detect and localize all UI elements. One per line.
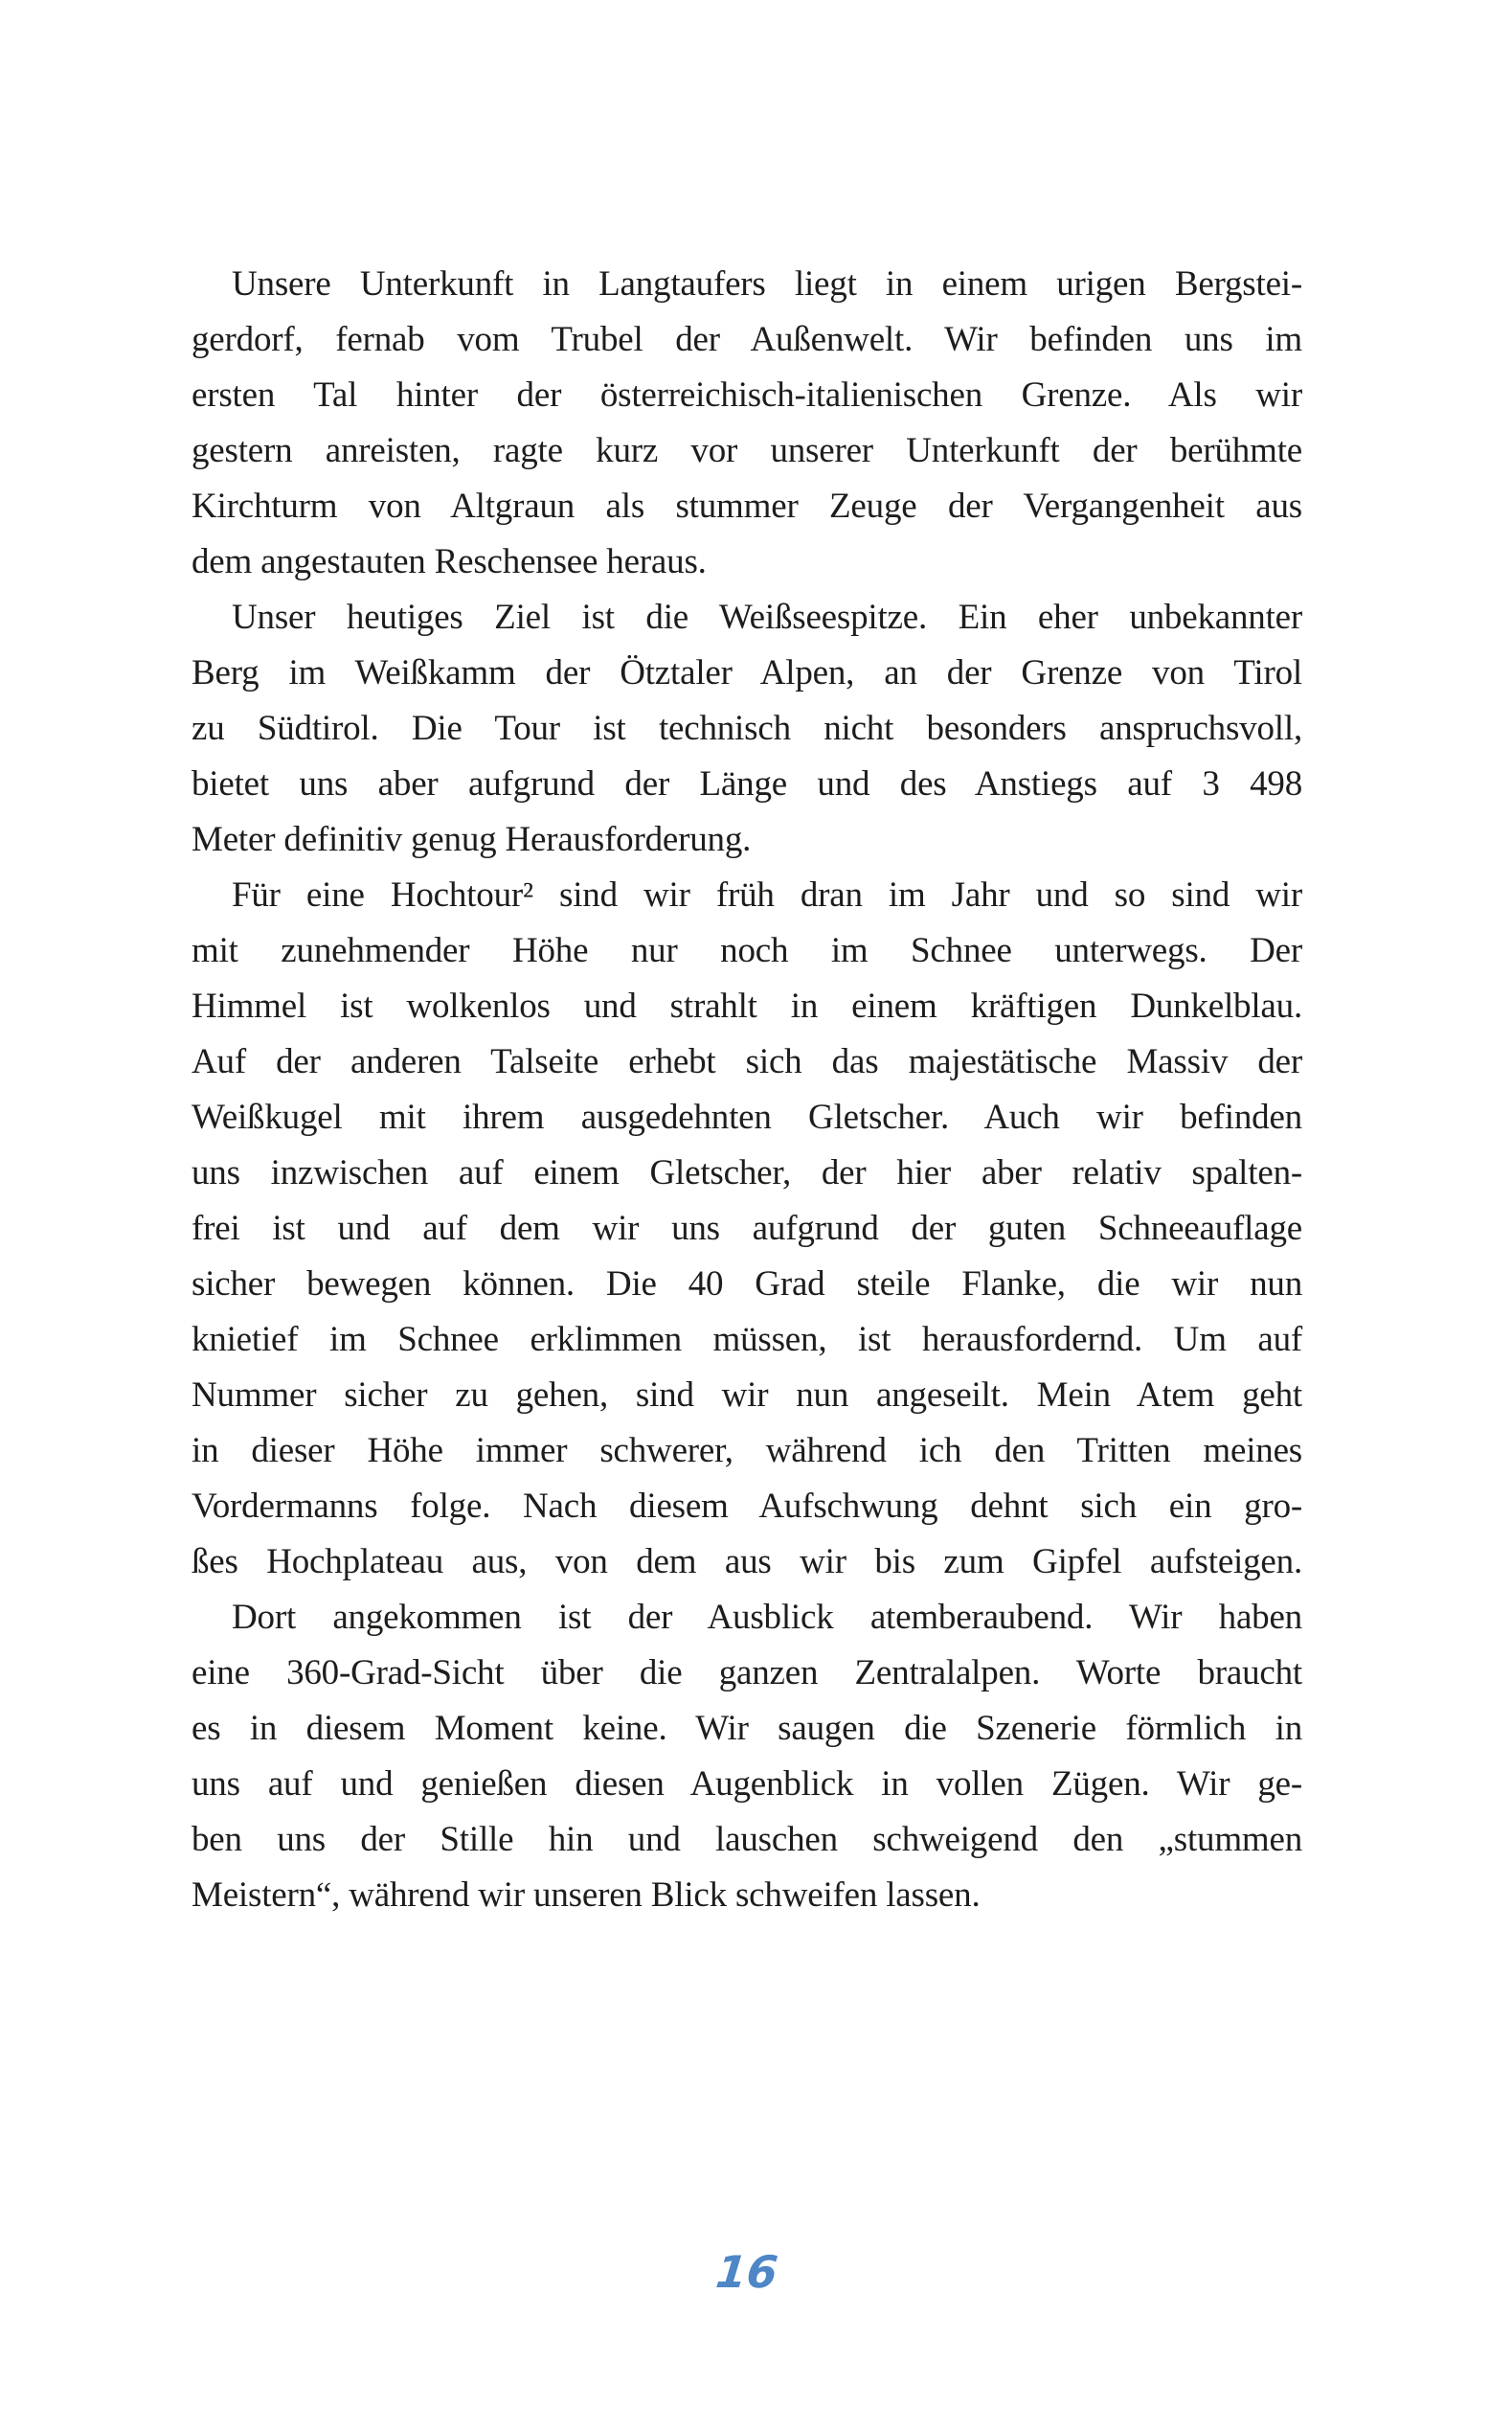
text-line: Weißkugel mit ihrem ausgedehnten Gletscher. Auch wir befinden bbox=[192, 1098, 1302, 1137]
text-line: Kirchturm von Altgraun als stummer Zeuge der Vergangenheit aus bbox=[192, 487, 1302, 526]
text-line: Unser heutiges Ziel ist die Weißseespitze. Ein eher unbekannter bbox=[232, 598, 1302, 637]
text-line: bietet uns aber aufgrund der Länge und des Anstiegs auf 3 498 bbox=[192, 764, 1302, 804]
text-line: ßes Hochplateau aus, von dem aus wir bis zum Gipfel aufsteigen. bbox=[192, 1542, 1302, 1581]
text-line: gerdorf, fernab vom Trubel der Außenwelt. Wir befinden uns im bbox=[192, 320, 1302, 359]
text-line: Meistern“, während wir unseren Blick schweifen lassen. bbox=[192, 1875, 981, 1915]
text-line: Meter definitiv genug Herausforderung. bbox=[192, 820, 752, 859]
text-line: ersten Tal hinter der österreichisch-italienischen Grenze. Als wir bbox=[192, 375, 1302, 415]
text-line: Himmel ist wolkenlos und strahlt in einem kräftigen Dunkelblau. bbox=[192, 987, 1302, 1026]
page-number: 16 bbox=[713, 2246, 780, 2298]
text-line: Nummer sicher zu gehen, sind wir nun angeseilt. Mein Atem geht bbox=[192, 1375, 1302, 1415]
text-line: Berg im Weißkamm der Ötztaler Alpen, an der Grenze von Tirol bbox=[192, 653, 1302, 693]
text-line: mit zunehmender Höhe nur noch im Schnee unterwegs. Der bbox=[192, 931, 1302, 970]
text-line: eine 360-Grad-Sicht über die ganzen Zentralalpen. Worte braucht bbox=[192, 1653, 1302, 1692]
text-line: Vordermanns folge. Nach diesem Aufschwung dehnt sich ein gro- bbox=[192, 1487, 1302, 1526]
text-line: Unsere Unterkunft in Langtaufers liegt in einem urigen Bergstei- bbox=[232, 264, 1302, 304]
text-line: sicher bewegen können. Die 40 Grad steile Flanke, die wir nun bbox=[192, 1264, 1302, 1304]
text-line: zu Südtirol. Die Tour ist technisch nicht besonders anspruchsvoll, bbox=[192, 709, 1302, 748]
text-line: uns auf und genießen diesen Augenblick in vollen Zügen. Wir ge- bbox=[192, 1764, 1302, 1804]
text-line: uns inzwischen auf einem Gletscher, der hier aber relativ spalten- bbox=[192, 1153, 1302, 1192]
text-line: Dort angekommen ist der Ausblick atemberaubend. Wir haben bbox=[232, 1598, 1302, 1637]
text-line: knietief im Schnee erklimmen müssen, ist herausfordernd. Um auf bbox=[192, 1320, 1302, 1359]
text-line: Auf der anderen Talseite erhebt sich das majestätische Massiv der bbox=[192, 1042, 1302, 1081]
text-line: Für eine Hochtour² sind wir früh dran im Jahr und so sind wir bbox=[232, 875, 1302, 915]
text-line: ben uns der Stille hin und lauschen schweigend den „stummen bbox=[192, 1820, 1302, 1859]
text-line: in dieser Höhe immer schwerer, während ich den Tritten meines bbox=[192, 1431, 1302, 1470]
text-line: es in diesem Moment keine. Wir saugen die Szenerie förmlich in bbox=[192, 1709, 1302, 1748]
text-block bbox=[192, 257, 1302, 1923]
text-line: frei ist und auf dem wir uns aufgrund der guten Schneeauflage bbox=[192, 1209, 1302, 1248]
text-line: dem angestauten Reschensee heraus. bbox=[192, 542, 707, 581]
text-line: gestern anreisten, ragte kurz vor unserer Unterkunft der berühmte bbox=[192, 431, 1302, 470]
